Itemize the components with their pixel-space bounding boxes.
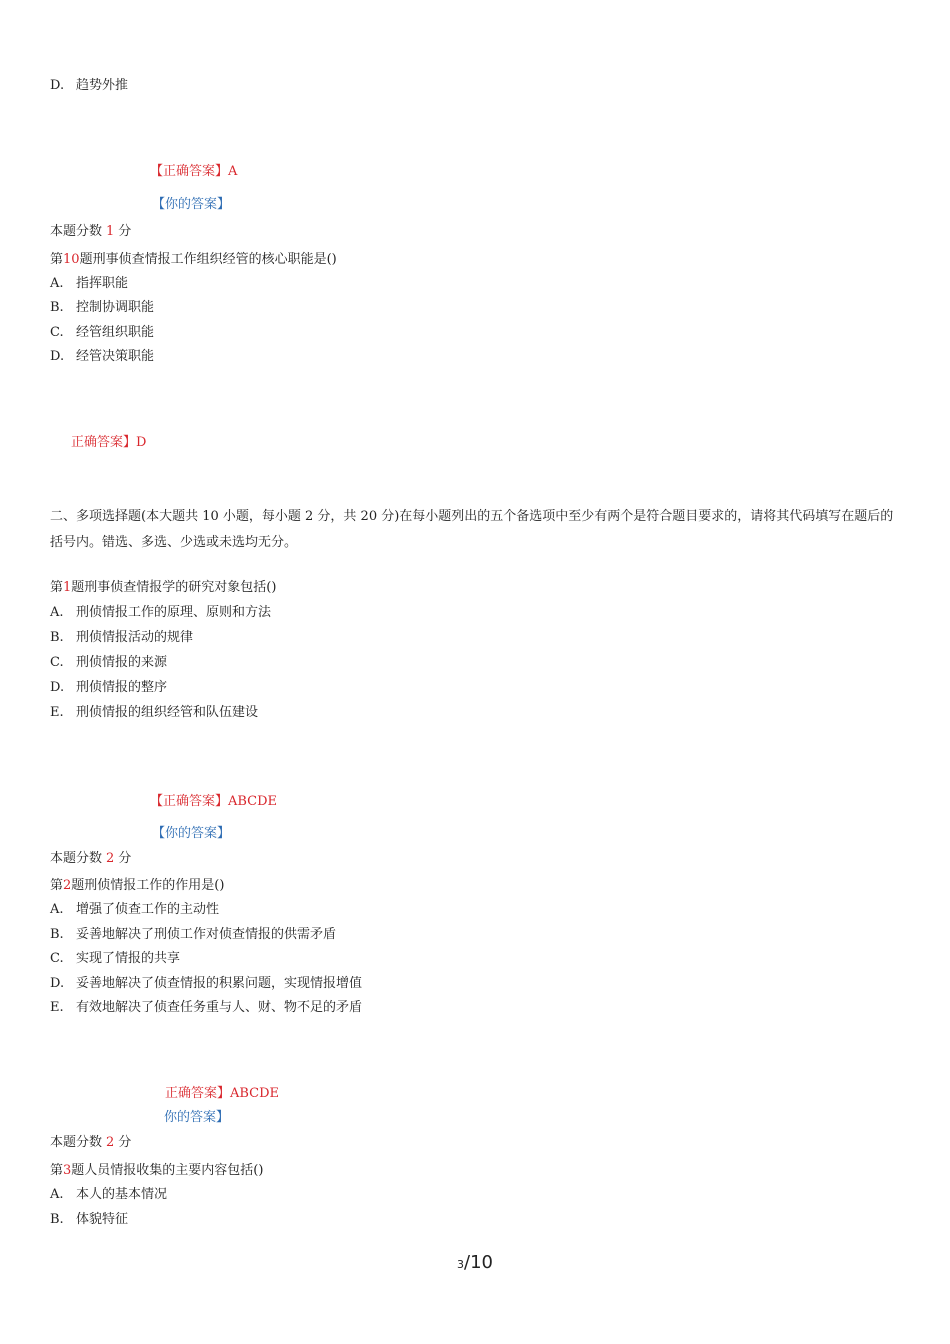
correct-answer: 正确答案】ABCDE: [165, 1086, 280, 1101]
option-letter: D.: [50, 349, 65, 364]
option-a: [50, 901, 219, 919]
option-letter: B.: [50, 927, 64, 942]
option-b: [50, 1211, 128, 1229]
question-number: 1: [63, 580, 72, 595]
question-score: [50, 1134, 131, 1152]
question-prefix: 第: [50, 878, 64, 893]
option-text: 经管组织职能: [76, 325, 155, 340]
option-d: [50, 679, 167, 697]
question-prefix: 第: [50, 1163, 64, 1178]
option-text: 控制协调职能: [76, 300, 155, 315]
question-number: 3: [63, 1163, 72, 1178]
option-text: 本人的基本情况: [76, 1187, 168, 1202]
option-text: 刑侦情报的组织经管和队伍建设: [76, 705, 259, 720]
option-a: [50, 604, 271, 622]
option-text: 指挥职能: [76, 276, 129, 291]
option-letter: B.: [50, 300, 64, 315]
option-letter: D.: [50, 680, 65, 695]
option-letter: D.: [50, 976, 65, 991]
option-letter: E.: [50, 1000, 64, 1015]
page-total: /10: [464, 1252, 493, 1273]
score-value: 2: [106, 851, 115, 866]
your-answer: 你的答案】: [164, 1110, 230, 1125]
option-e: [50, 999, 362, 1017]
question-text: 题刑事侦查情报工作组织经管的核心职能是(): [79, 252, 337, 267]
correct-answer: 正确答案】D: [71, 435, 147, 450]
question-text: 题刑事侦查情报学的研究对象包括(): [71, 580, 277, 595]
option-letter: B.: [50, 1212, 64, 1227]
correct-answer: 【正确答案】ABCDE: [150, 794, 278, 809]
option-text: 刑侦情报的整序: [76, 680, 168, 695]
score-label: 本题分数: [50, 224, 103, 239]
option-text: 刑侦情报工作的原理、原则和方法: [76, 605, 272, 620]
option-letter: E.: [50, 705, 64, 720]
option-letter: B.: [50, 630, 64, 645]
option-d: [50, 975, 362, 993]
question-stem: [50, 251, 337, 269]
question-number: 10: [63, 252, 80, 267]
option-d: [50, 77, 128, 95]
score-unit: 分: [118, 1135, 132, 1150]
option-text: 增强了侦查工作的主动性: [76, 902, 220, 917]
option-text: 趋势外推: [76, 78, 129, 93]
option-c: [50, 950, 180, 968]
page-current: 3: [457, 1258, 465, 1271]
option-d: [50, 348, 154, 366]
score-value: 1: [106, 224, 115, 239]
question-stem: [50, 579, 276, 597]
your-answer: 【你的答案】: [152, 197, 231, 212]
option-b: [50, 926, 336, 944]
score-label: 本题分数: [50, 851, 103, 866]
question-prefix: 第: [50, 580, 64, 595]
option-letter: C.: [50, 951, 64, 966]
option-letter: A.: [50, 902, 64, 917]
your-answer: 【你的答案】: [152, 826, 231, 841]
option-text: 体貌特征: [76, 1212, 129, 1227]
option-a: [50, 1186, 167, 1204]
option-b: [50, 299, 154, 317]
option-e: [50, 704, 258, 722]
correct-answer: 【正确答案】A: [150, 164, 238, 179]
question-number: 2: [63, 878, 72, 893]
option-letter: D.: [50, 78, 65, 93]
option-letter: A.: [50, 276, 64, 291]
score-value: 2: [106, 1135, 115, 1150]
option-text: 经管决策职能: [76, 349, 155, 364]
option-letter: A.: [50, 1187, 64, 1202]
option-letter: C.: [50, 655, 64, 670]
question-stem: [50, 1162, 263, 1180]
option-text: 妥善地解决了侦查情报的积累问题，实现情报增值: [76, 976, 363, 991]
option-c: [50, 324, 154, 342]
question-prefix: 第: [50, 252, 64, 267]
page-number: [0, 1252, 950, 1273]
score-label: 本题分数: [50, 1135, 103, 1150]
question-score: [50, 850, 131, 868]
question-score: [50, 223, 131, 241]
option-letter: C.: [50, 325, 64, 340]
question-text: 题人员情报收集的主要内容包括(): [71, 1163, 264, 1178]
option-text: 刑侦情报的来源: [76, 655, 168, 670]
option-text: 妥善地解决了刑侦工作对侦查情报的供需矛盾: [76, 927, 337, 942]
option-text: 刑侦情报活动的规律: [76, 630, 194, 645]
option-c: [50, 654, 167, 672]
option-b: [50, 629, 193, 647]
question-text: 题刑侦情报工作的作用是(): [71, 878, 225, 893]
score-unit: 分: [118, 224, 132, 239]
question-stem: [50, 877, 224, 895]
option-letter: A.: [50, 605, 64, 620]
score-unit: 分: [118, 851, 132, 866]
option-text: 有效地解决了侦查任务重与人、财、物不足的矛盾: [76, 1000, 363, 1015]
option-a: [50, 275, 128, 293]
section-heading: 二、多项选择题(本大题共 10 小题，每小题 2 分，共 20 分)在每小题列出的五个备选项中至少有两个是符合题目要求的，请将其代码填写在题后的括号内。错选、多选、少选或未选均无分。: [50, 509, 894, 550]
option-text: 实现了情报的共享: [76, 951, 181, 966]
